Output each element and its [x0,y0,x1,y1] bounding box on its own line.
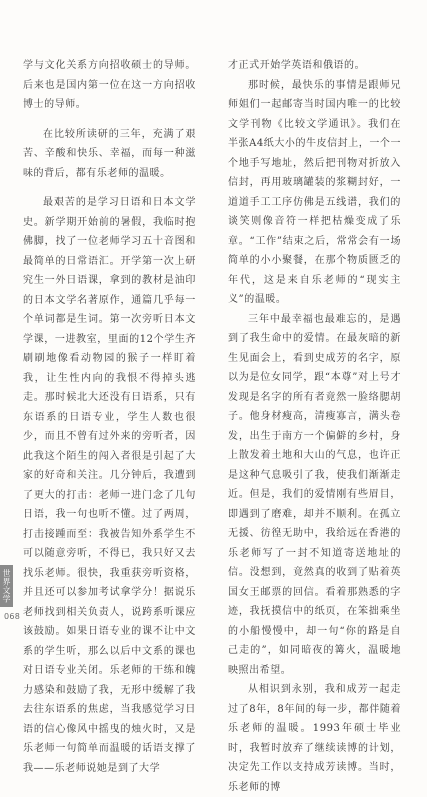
right-column [228,56,401,797]
paragraph: 学与文化关系方向招收硕士的导师。后来也是国内第一位在这一方向招收博士的导师。 [23,60,196,110]
paragraph-gap [23,183,196,193]
paragraph: 那时候，最快乐的事情是跟师兄师姐们一起邮寄当时国内唯一的比较文学刊物《比较文学通讯》。我们在半张A4纸大小的牛皮信封上，一个一个地手写地址，然后把刊物对折放入信封，再用玻璃罐装的浆糊封好，一道道手工工序仿佛是五线谱，我们的谈笑则像音符一样把枯燥变成了乐章。“工作”结束之后，常常会有一场简单的小小聚餐，在那个物质匮乏的年代，这是来自乐老师的“现实主义”的温暖。 [228,79,401,305]
paragraph: 才正式开始学英语和俄语的。 [228,60,366,71]
page-number: 068 [4,612,21,621]
paragraph: 最艰苦的是学习日语和日本文学史。新学期开始前的暑假，我临时抱佛脚，找了一位老师学习五十音图和最简单的日常语汇。开学第一次上研究生一外日语课，拿到的教材是油印的日本文学名著原作，通篇几乎每一个单词都是生词。第一次旁听日本文学课，一进教室，里面的12个学生齐刷刷地像看动物园的猴子一样盯着我，让生性内向的我恨不得掉头逃走。那时候北大还没有日语系，只有东语系的日语专业，学生人数也很少，而且不曾有过外来的旁听者，因此我这个陌生的闯入者很是引起了大家的好奇和关注。几分钟后，我遭到了更大的打击：老师一进门念了几句日语，我一句也听不懂。过了两周，打击接踵而至：我被告知外系学生不可以随意旁听，不得已，我只好又去找乐老师。很快，我重获旁听资格，并且还可以参加考试拿学分！据说乐老师找到相关负责人，说跨系听课应该鼓励。如果日语专业的课不让中文系的学生听，那么以后中文系的课也对日语专业关闭。乐老师的干练和魄力感染和鼓励了我，无形中缓解了我去往东语系的焦虑，当我感觉学习日语的信心像风中摇曳的烛火时，又是乐老师一句简单而温暖的话语支撑了我——乐老师说她是到了大学 [23,197,196,774]
paragraph: 从相识到永别，我和成芳一起走过了8年，8年间的每一步，都伴随着乐老师的温暖。1993年硕士毕业时，我暂时放弃了继续读博的计划，决定先工作以支持成芳读博。当时，乐老师的博 [228,684,401,793]
section-tab-label: 世界文学 [2,569,11,603]
paragraph-gap [23,115,196,125]
paragraph: 在比较所读研的三年，充满了艰苦、辛酸和快乐、幸福，而每一种滋味的背后，都有乐老师的温暖。 [23,128,196,179]
left-column [23,56,196,778]
paragraph: 三年中最幸福也最难忘的，是遇到了我生命中的爱情。在最灰暗的新生见面会上，看到史成芳的名字，原以为是位女同学，跟“本尊”对上号才发现是名字的所有者竟然一脸络腮胡子。他身材瘦高，清瘦寡言，满头卷发，出生于南方一个偏僻的乡村，身上散发着土地和大山的气息，也许正是这种气息吸引了我，使我们渐渐走近。但是，我们的爱情刚有些眉目，即遇到了磨难，却并不顺利。在孤立无援、彷徨无助中，我给远在香港的乐老师写了一封不知道寄送地址的信。没想到，竟然真的收到了贴着英国女王邮票的回信。看着那熟悉的字迹，我抚摸信中的纸页，在笨拙乘坐的小船慢慢中，却一句“你的路是自己走的”，如同暗夜的篝火，温暖地映照出希望。 [228,313,401,676]
